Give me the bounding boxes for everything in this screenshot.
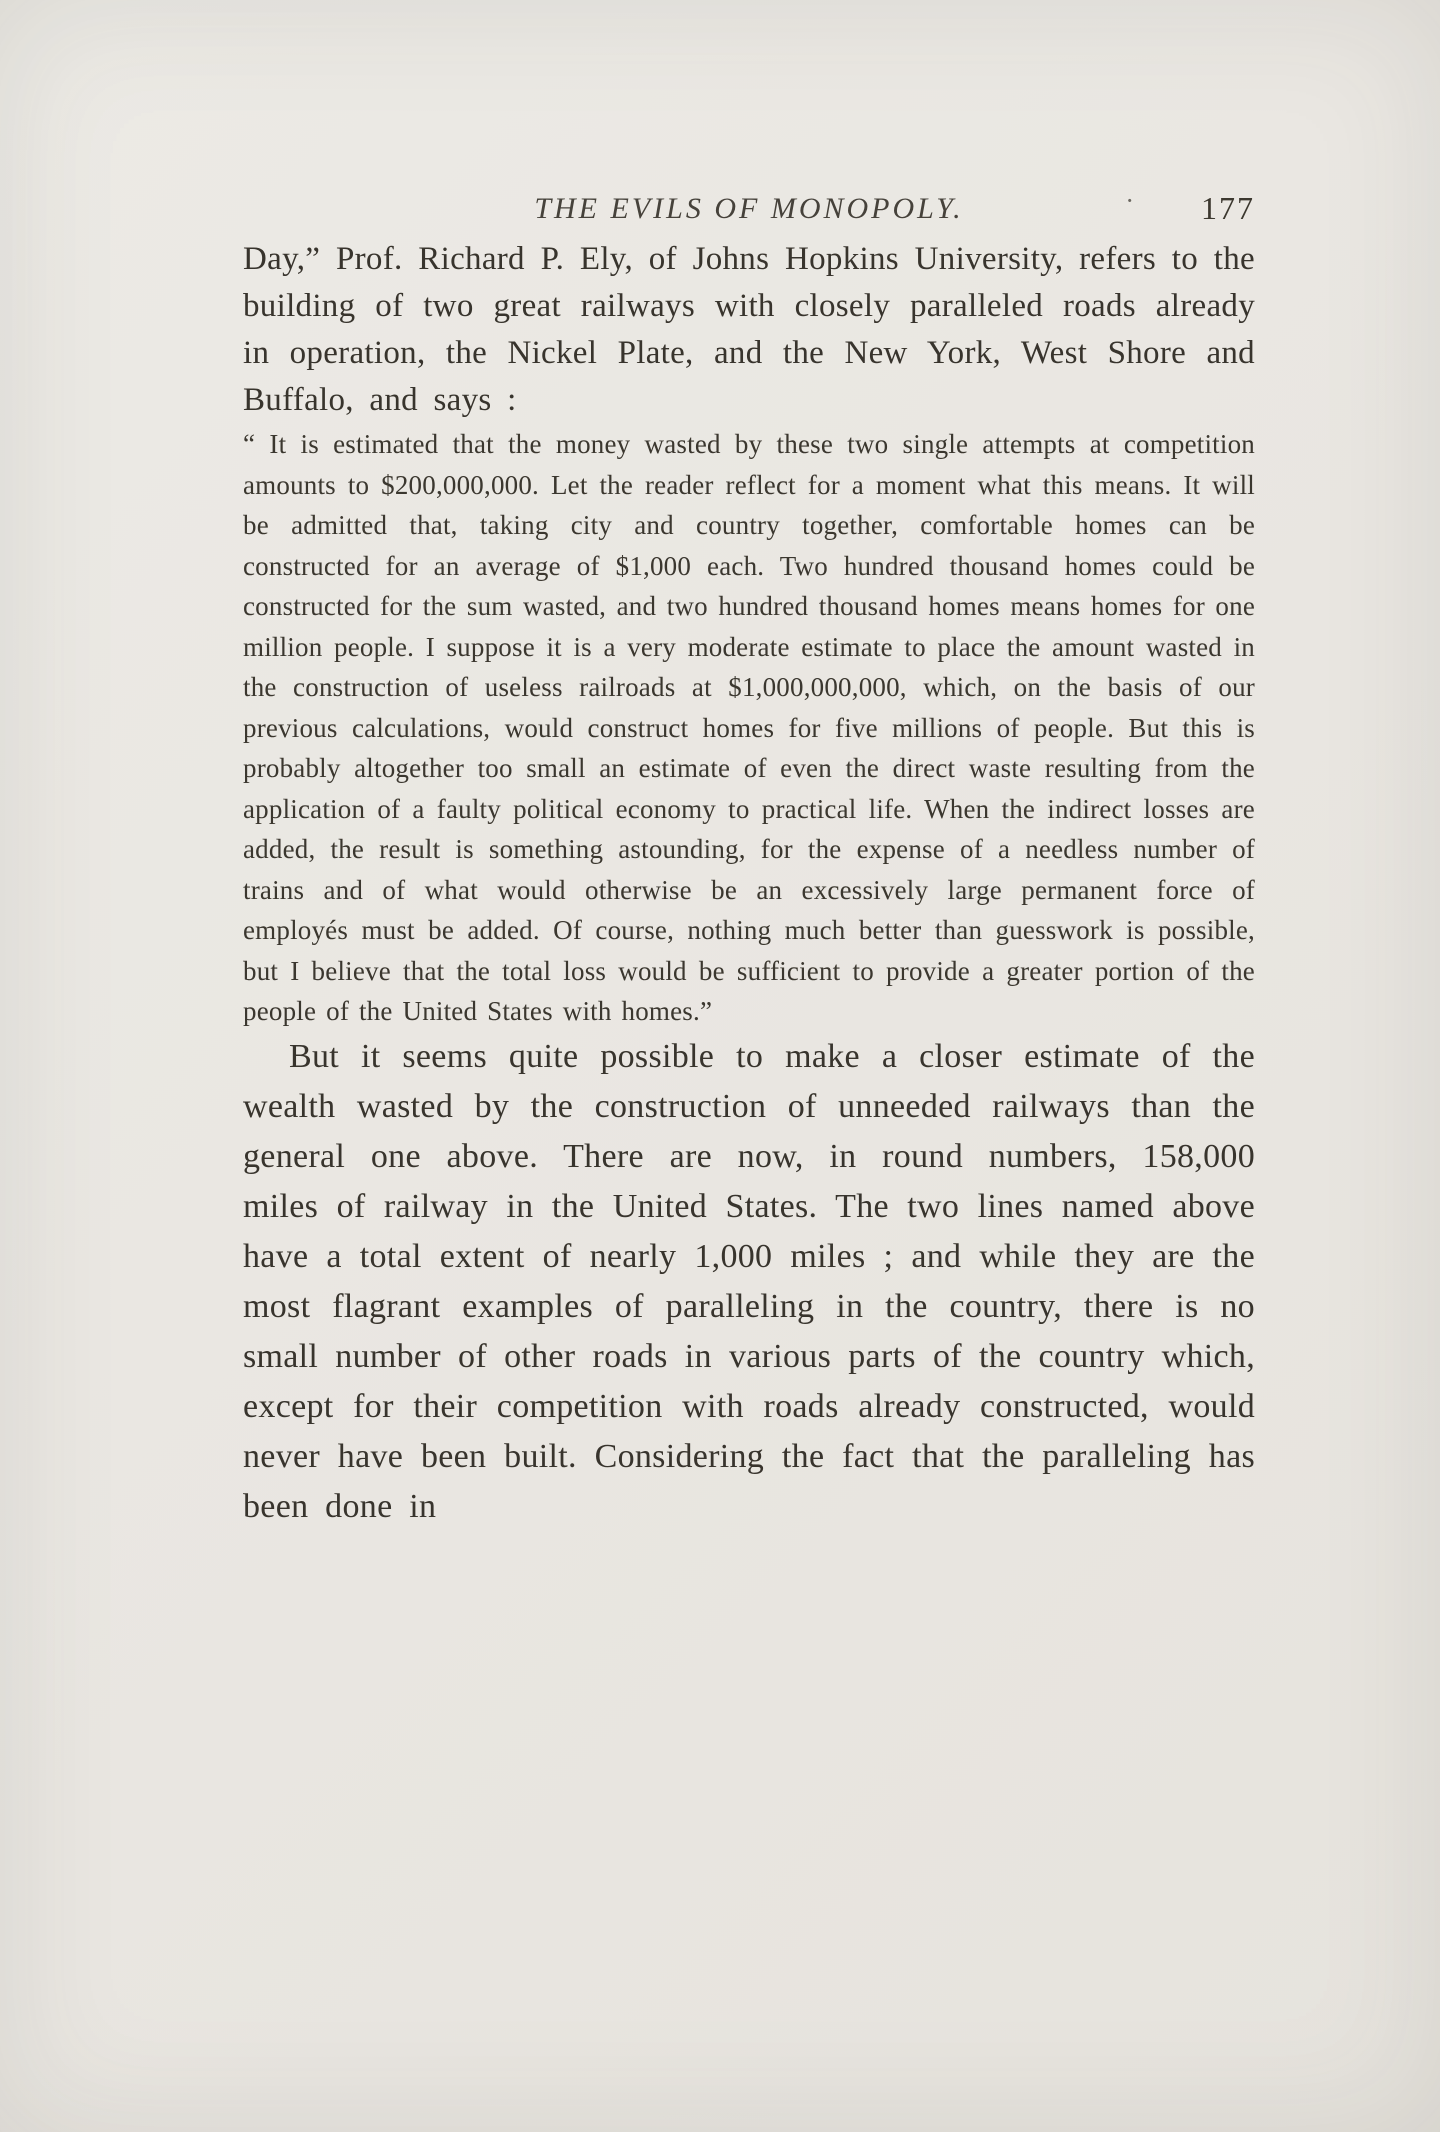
running-title: THE EVILS OF MONOPOLY.: [534, 192, 964, 225]
block-quote: “ It is estimated that the money wasted by these two single attempts at competition amounts to $200,000,000. Let the reader reflect for a moment what this means. It will be admitted that, taking city and country together, comfortable homes can be constructed for an average of $1,000 each. Two hundred thousand homes could be constructed for the sum wasted, and two hundred thousand homes means homes for one million people. I suppose it is a very moderate estimate to place the amount wasted in the construction of useless railroads at $1,000,000,000, which, on the basis of our previous calculations, would construct homes for five millions of people. But this is probably altogether too small an estimate of even the direct waste resulting from the application of a faulty political economy to practical life. When the indirect losses are added, the result is something astounding, for the expense of a needless number of trains and of what would otherwise be an excessively large permanent force of employés must be added. Of course, nothing much better than guesswork is possible, but I believe that the total loss would be sufficient to provide a greater portion of the people of the United States with homes.”: [243, 429, 1255, 1026]
intro-paragraph: Day,” Prof. Richard P. Ely, of Johns Hopkins University, refers to the building of two great railways with closely paralleled roads already in operation, the Nickel Plate, and the New York, West Shore and Buffalo, and says :: [243, 241, 1255, 418]
text-column: [243, 186, 1255, 1532]
page-number: 177: [1201, 190, 1255, 226]
closing-paragraph: But it seems quite possible to make a closer estimate of the wealth wasted by the construction of unneeded railways than the general one above. There are now, in round numbers, 158,000 miles of railway in the United States. The two lines named above have a total extent of nearly 1,000 miles ; and while they are the most flagrant examples of paralleling in the country, there is no small number of other roads in various parts of the country which, except for their competition with roads already constructed, would never have been built. Considering the fact that the paralleling has been done in: [243, 1037, 1255, 1525]
page-header: [243, 186, 1255, 236]
header-separator: ·: [1125, 186, 1137, 215]
